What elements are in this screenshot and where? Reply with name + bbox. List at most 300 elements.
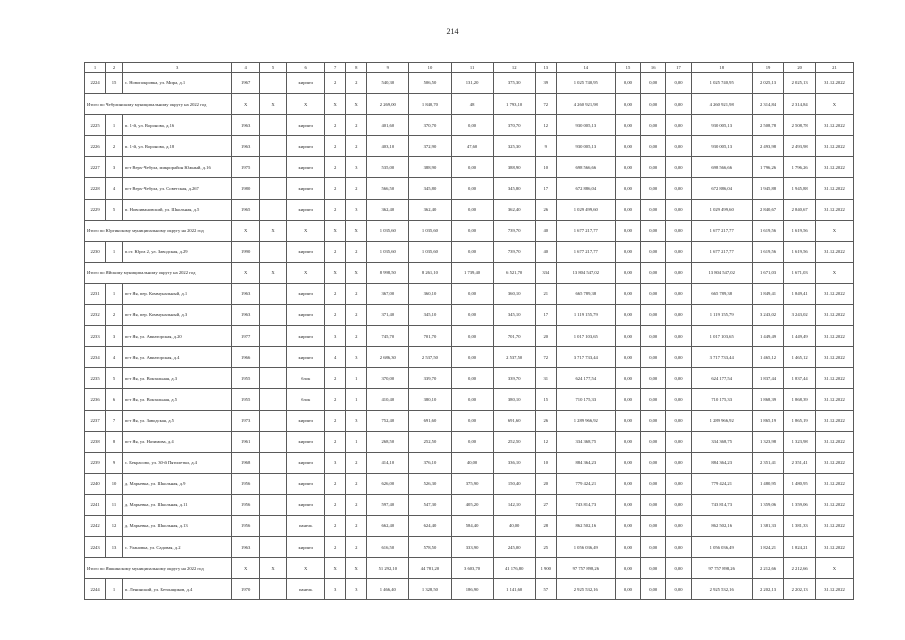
- table-row: [85, 579, 854, 600]
- table-cell: 1 035,60: [409, 220, 451, 241]
- table-cell: 376,10: [409, 452, 451, 473]
- table-cell: 370,70: [493, 115, 535, 136]
- table-cell: 2 925 532,16: [556, 579, 615, 600]
- table-cell: 0,00: [666, 410, 691, 431]
- table-row: [85, 241, 854, 262]
- table-cell: 1 865,19: [784, 410, 816, 431]
- table-cell: 360,10: [409, 283, 451, 304]
- table-cell: 1 824,21: [784, 537, 816, 558]
- table-cell: 9: [106, 452, 123, 473]
- table-cell: 31.12.2022: [815, 115, 853, 136]
- column-number: 2: [106, 63, 123, 73]
- table-cell: 360,10: [493, 283, 535, 304]
- table-cell: 2: [325, 537, 346, 558]
- table-cell: 2236: [85, 389, 106, 410]
- table-cell: X: [232, 262, 259, 283]
- table-cell: 0,00: [641, 199, 666, 220]
- table-cell: 1 671,03: [752, 262, 784, 283]
- table-cell: 2: [346, 136, 367, 157]
- table-cell: 0,00: [666, 178, 691, 199]
- table-cell: 8: [106, 431, 123, 452]
- table-cell: X: [815, 220, 853, 241]
- table-cell: 31.12.2022: [815, 178, 853, 199]
- table-cell: 0,00: [615, 73, 640, 94]
- table-cell: 0,00: [451, 115, 493, 136]
- table-cell: 0,00: [451, 305, 493, 326]
- table-cell: 20: [535, 326, 556, 347]
- table-cell: 1 849,41: [784, 283, 816, 304]
- table-cell: 31.12.2022: [815, 410, 853, 431]
- table-cell: 3 243,02: [752, 305, 784, 326]
- table-cell: 0,00: [615, 305, 640, 326]
- table-cell: панель: [287, 579, 325, 600]
- table-cell: кирпич: [287, 452, 325, 473]
- table-cell: 739,70: [493, 220, 535, 241]
- table-cell: 0,00: [641, 389, 666, 410]
- table-cell: 31.12.2022: [815, 326, 853, 347]
- table-cell: 0,00: [666, 347, 691, 368]
- table-cell: 0,00: [641, 220, 666, 241]
- table-cell: 1965: [232, 199, 259, 220]
- table-cell: 1 868,39: [752, 389, 784, 410]
- table-cell: [259, 579, 286, 600]
- table-cell: [259, 515, 286, 536]
- column-number: 1: [85, 63, 106, 73]
- table-cell: 624,40: [409, 515, 451, 536]
- table-cell: кирпич: [287, 347, 325, 368]
- table-cell: 10: [106, 473, 123, 494]
- table-cell: 0,00: [615, 220, 640, 241]
- table-cell: X: [325, 558, 346, 579]
- table-cell: 0,00: [666, 473, 691, 494]
- table-cell: 2 351,41: [752, 452, 784, 473]
- table-row: [85, 283, 854, 304]
- table-cell: 345,80: [409, 178, 451, 199]
- table-cell: 0,00: [666, 94, 691, 115]
- table-cell: 2: [325, 115, 346, 136]
- table-cell: 2242: [85, 515, 106, 536]
- table-cell: X: [287, 94, 325, 115]
- table-cell: 884 364,23: [691, 452, 752, 473]
- table-cell: 3 243,02: [784, 305, 816, 326]
- table-cell: 380,10: [493, 389, 535, 410]
- table-cell: 1980: [232, 178, 259, 199]
- table-cell: [259, 178, 286, 199]
- table-cell: 31.12.2022: [815, 73, 853, 94]
- table-cell: 8 261,10: [409, 262, 451, 283]
- table-cell: 2235: [85, 368, 106, 389]
- table-cell: 0,00: [641, 115, 666, 136]
- table-cell: 1 671,03: [784, 262, 816, 283]
- table-cell: 1 837,44: [752, 368, 784, 389]
- table-cell: [259, 241, 286, 262]
- table-cell: X: [815, 262, 853, 283]
- table-cell: 701,70: [409, 326, 451, 347]
- table-cell: 15: [106, 73, 123, 94]
- column-number: 3: [122, 63, 232, 73]
- table-cell: 0,00: [641, 73, 666, 94]
- table-cell: 0,00: [615, 473, 640, 494]
- table-cell: 2239: [85, 452, 106, 473]
- table-cell: 20: [535, 473, 556, 494]
- table-cell: 1961: [232, 431, 259, 452]
- table-cell: 540,30: [367, 73, 409, 94]
- address-cell: пгт Яя, пер. Коммунальный, д.3: [122, 305, 232, 326]
- table-cell: 2 508,78: [752, 115, 784, 136]
- table-cell: кирпич: [287, 115, 325, 136]
- table-cell: 2 840,67: [784, 199, 816, 220]
- table-cell: 0,00: [641, 283, 666, 304]
- table-cell: 2: [346, 305, 367, 326]
- table-cell: 779 424,21: [556, 473, 615, 494]
- table-cell: [259, 283, 286, 304]
- table-cell: [259, 136, 286, 157]
- table-cell: 1 619,56: [752, 220, 784, 241]
- table-cell: 380,10: [409, 389, 451, 410]
- table-cell: 0,00: [666, 537, 691, 558]
- table-cell: 21: [535, 283, 556, 304]
- table-cell: 31.12.2022: [815, 494, 853, 515]
- table-cell: 2 493,98: [784, 136, 816, 157]
- table-cell: 0,00: [641, 410, 666, 431]
- table-cell: 3: [346, 199, 367, 220]
- table-cell: 1963: [232, 115, 259, 136]
- table-cell: 2238: [85, 431, 106, 452]
- table-cell: 1 945,88: [752, 178, 784, 199]
- table-cell: 40,00: [493, 515, 535, 536]
- table-row: [85, 452, 854, 473]
- table-cell: 1956: [232, 494, 259, 515]
- table-cell: 616,50: [367, 537, 409, 558]
- table-cell: 1 677 217,77: [556, 241, 615, 262]
- table-cell: 2: [325, 178, 346, 199]
- table-cell: 743 814,73: [556, 494, 615, 515]
- table-cell: 578,50: [409, 537, 451, 558]
- table-cell: 2 314,84: [752, 94, 784, 115]
- column-number: 8: [346, 63, 367, 73]
- table-cell: 0,00: [666, 115, 691, 136]
- table-cell: 334 368,75: [556, 431, 615, 452]
- table-cell: 11: [106, 494, 123, 515]
- table-cell: 0,00: [615, 452, 640, 473]
- table-cell: 710 175,33: [691, 389, 752, 410]
- table-cell: 3: [106, 157, 123, 178]
- table-cell: 2: [325, 136, 346, 157]
- address-cell: пгт Верх-Чебула, микрорайон Южный, д.16: [122, 157, 232, 178]
- table-cell: X: [815, 94, 853, 115]
- table-cell: [259, 410, 286, 431]
- table-cell: 48: [451, 94, 493, 115]
- table-cell: 414,10: [367, 452, 409, 473]
- table-cell: X: [287, 262, 325, 283]
- table-cell: [259, 347, 286, 368]
- table-cell: X: [259, 94, 286, 115]
- table-cell: 345,80: [493, 178, 535, 199]
- table-cell: 1973: [232, 410, 259, 431]
- column-number: 5: [259, 63, 286, 73]
- table-cell: 1966: [232, 347, 259, 368]
- table-cell: [259, 368, 286, 389]
- table-cell: 1 359,06: [784, 494, 816, 515]
- table-cell: 2 269,00: [367, 94, 409, 115]
- table-cell: 325,30: [493, 136, 535, 157]
- table-cell: 752,40: [367, 410, 409, 431]
- table-cell: X: [287, 220, 325, 241]
- table-cell: 0,00: [666, 452, 691, 473]
- table-cell: 1990: [232, 241, 259, 262]
- table-cell: 2: [325, 515, 346, 536]
- address-cell: д. Марьевка, ул. Школьная, д.9: [122, 473, 232, 494]
- table-cell: 2228: [85, 178, 106, 199]
- table-cell: 743 814,73: [691, 494, 752, 515]
- table-cell: X: [346, 262, 367, 283]
- table-cell: 691,60: [409, 410, 451, 431]
- column-number: 10: [409, 63, 451, 73]
- table-cell: 691,60: [493, 410, 535, 431]
- table-cell: 0,00: [615, 431, 640, 452]
- table-cell: 2: [325, 431, 346, 452]
- table-cell: 526,30: [409, 473, 451, 494]
- table-cell: 0,00: [641, 347, 666, 368]
- table-cell: 0,00: [615, 558, 640, 579]
- address-cell: пгт Яя, ул. Авиаторская, д.4: [122, 347, 232, 368]
- table-cell: 0,00: [615, 241, 640, 262]
- table-cell: 2241: [85, 494, 106, 515]
- table-cell: 2: [325, 157, 346, 178]
- table-cell: 31.12.2022: [815, 452, 853, 473]
- table-row: [85, 347, 854, 368]
- address-cell: с. Улановка, ул. Садовая, д.2: [122, 537, 232, 558]
- table-cell: 1 119 155,79: [556, 305, 615, 326]
- table-cell: 1955: [232, 389, 259, 410]
- address-cell: п. Новоивановский, ул. Школьная, д.5: [122, 199, 232, 220]
- table-cell: 710 175,33: [556, 389, 615, 410]
- table-cell: 2 493,98: [752, 136, 784, 157]
- table-cell: 0,00: [451, 368, 493, 389]
- table-cell: 2: [325, 199, 346, 220]
- table-cell: 401,60: [367, 115, 409, 136]
- table-cell: кирпич: [287, 73, 325, 94]
- table-cell: 2 686,30: [367, 347, 409, 368]
- table-cell: 375,30: [493, 73, 535, 94]
- table-cell: 1 035,60: [367, 241, 409, 262]
- table-cell: кирпич: [287, 241, 325, 262]
- table-cell: 535,00: [367, 157, 409, 178]
- table-cell: 1 449,49: [752, 326, 784, 347]
- table-cell: 2231: [85, 283, 106, 304]
- table-cell: 1: [346, 431, 367, 452]
- table-cell: 1963: [232, 136, 259, 157]
- table-cell: 2: [325, 305, 346, 326]
- table-cell: 1 017 103,65: [556, 326, 615, 347]
- table-cell: 1: [106, 579, 123, 600]
- table-cell: 1 465,12: [784, 347, 816, 368]
- column-number: 21: [815, 63, 853, 73]
- table-cell: X: [259, 220, 286, 241]
- table-cell: 1963: [232, 305, 259, 326]
- subtotal-label: Итого по Яшкинскому муниципальному округу на 2022 год: [85, 558, 232, 579]
- table-cell: 1 900: [535, 558, 556, 579]
- table-cell: 410,40: [367, 389, 409, 410]
- table-cell: 2225: [85, 115, 106, 136]
- table-cell: 0,00: [451, 347, 493, 368]
- table-cell: 698 566,66: [691, 157, 752, 178]
- table-cell: 624 177,54: [556, 368, 615, 389]
- table-cell: 1 945,88: [784, 178, 816, 199]
- table-cell: 1 328,50: [409, 579, 451, 600]
- table-cell: 2244: [85, 579, 106, 600]
- table-cell: 0,00: [641, 537, 666, 558]
- table-cell: 0,00: [641, 431, 666, 452]
- table-cell: 0,00: [451, 283, 493, 304]
- table-row: [85, 326, 854, 347]
- table-cell: 1 449,49: [784, 326, 816, 347]
- table-cell: 370,70: [409, 115, 451, 136]
- column-number: 9: [367, 63, 409, 73]
- table-cell: 150,40: [493, 473, 535, 494]
- table-cell: [259, 73, 286, 94]
- table-cell: X: [232, 94, 259, 115]
- table-cell: X: [325, 262, 346, 283]
- table-cell: 97 757 898,26: [691, 558, 752, 579]
- table-cell: 1 677 217,77: [691, 241, 752, 262]
- table-cell: 2229: [85, 199, 106, 220]
- table-cell: X: [346, 220, 367, 241]
- table-cell: 31: [535, 368, 556, 389]
- table-cell: 31.12.2022: [815, 537, 853, 558]
- table-cell: 2: [346, 473, 367, 494]
- table-cell: кирпич: [287, 136, 325, 157]
- table-cell: 1 323,98: [752, 431, 784, 452]
- table-cell: 1: [106, 241, 123, 262]
- table-cell: 597,40: [367, 494, 409, 515]
- table-cell: 1 017 103,65: [691, 326, 752, 347]
- table-cell: 584,40: [451, 515, 493, 536]
- table-cell: 3: [325, 326, 346, 347]
- table-cell: кирпич: [287, 305, 325, 326]
- table-cell: 0,00: [615, 515, 640, 536]
- table-cell: 2 025,13: [784, 73, 816, 94]
- table-cell: 0,00: [666, 579, 691, 600]
- table-row: [85, 73, 854, 94]
- table-cell: 0,00: [641, 326, 666, 347]
- table-cell: 1968: [232, 452, 259, 473]
- table-cell: 13 804 547,02: [691, 262, 752, 283]
- table-cell: 3: [346, 410, 367, 431]
- table-cell: 698 566,66: [556, 157, 615, 178]
- column-number: 14: [556, 63, 615, 73]
- address-cell: пгт Верх-Чебула, ул. Советская, д.267: [122, 178, 232, 199]
- table-cell: [259, 494, 286, 515]
- table-cell: 40: [535, 241, 556, 262]
- table-cell: 3: [346, 157, 367, 178]
- table-cell: 2232: [85, 305, 106, 326]
- table-cell: [259, 389, 286, 410]
- table-cell: 0,00: [641, 579, 666, 600]
- page-number: 214: [446, 27, 459, 36]
- table-cell: 0,00: [666, 199, 691, 220]
- table-cell: 0,00: [641, 515, 666, 536]
- table-cell: 0,00: [615, 389, 640, 410]
- column-number: 18: [691, 63, 752, 73]
- table-cell: 0,00: [641, 494, 666, 515]
- table-cell: 662,40: [367, 515, 409, 536]
- table-row: [85, 410, 854, 431]
- table-cell: 333,90: [451, 537, 493, 558]
- column-number: 19: [752, 63, 784, 73]
- table-cell: 2: [346, 452, 367, 473]
- table-cell: 2 212,66: [752, 558, 784, 579]
- address-cell: п. 1-й, ул. Воронова, д.16: [122, 115, 232, 136]
- table-cell: 2: [325, 73, 346, 94]
- table-cell: 701,70: [493, 326, 535, 347]
- table-cell: 10: [535, 157, 556, 178]
- table-cell: X: [815, 558, 853, 579]
- table-cell: 547,30: [409, 494, 451, 515]
- table-cell: 624 177,54: [691, 368, 752, 389]
- table-cell: 0,00: [666, 73, 691, 94]
- table-cell: 779 424,21: [691, 473, 752, 494]
- table-cell: 2: [346, 494, 367, 515]
- table-cell: 0,00: [666, 326, 691, 347]
- table-cell: 4 260 921,98: [691, 94, 752, 115]
- table-cell: 1 466,40: [367, 579, 409, 600]
- table-cell: 13 804 547,02: [556, 262, 615, 283]
- table-cell: кирпич: [287, 199, 325, 220]
- table-cell: 0,00: [615, 368, 640, 389]
- table-cell: кирпич: [287, 157, 325, 178]
- table-cell: кирпич: [287, 283, 325, 304]
- table-cell: 1 289 966,92: [691, 410, 752, 431]
- table-cell: 388,90: [493, 157, 535, 178]
- table-cell: кирпич: [287, 473, 325, 494]
- table-cell: 1956: [232, 473, 259, 494]
- table-cell: 0,00: [615, 410, 640, 431]
- table-cell: 0,00: [615, 199, 640, 220]
- table-cell: 1963: [232, 537, 259, 558]
- table-cell: кирпич: [287, 178, 325, 199]
- table-cell: 0,00: [451, 389, 493, 410]
- column-number: 4: [232, 63, 259, 73]
- table-cell: 862 502,16: [556, 515, 615, 536]
- table-cell: 0,00: [666, 431, 691, 452]
- table-cell: 3 717 733,44: [691, 347, 752, 368]
- table-cell: 0,00: [615, 136, 640, 157]
- table-cell: 2: [346, 73, 367, 94]
- table-cell: 0,00: [615, 115, 640, 136]
- address-cell: д. Марьевка, ул. Школьная, д.13: [122, 515, 232, 536]
- table-cell: 2: [106, 136, 123, 157]
- address-cell: п.ст. Юрга 2, ул. Заводская, д.29: [122, 241, 232, 262]
- address-cell: пгт Яя, ул. Вокзальная, д.5: [122, 389, 232, 410]
- table-cell: панель: [287, 515, 325, 536]
- table-cell: X: [232, 220, 259, 241]
- table-row: [85, 305, 854, 326]
- table-cell: 1: [106, 283, 123, 304]
- table-cell: 2: [325, 494, 346, 515]
- table-cell: 0,00: [615, 94, 640, 115]
- table-cell: 2237: [85, 410, 106, 431]
- table-cell: 2: [346, 178, 367, 199]
- table-cell: 2 314,84: [784, 94, 816, 115]
- table-cell: 27: [535, 494, 556, 515]
- address-cell: с. Новопокровка, ул. Мира, д.1: [122, 73, 232, 94]
- table-cell: 8 998,50: [367, 262, 409, 283]
- table-cell: 26: [535, 410, 556, 431]
- address-cell: д. Марьевка, ул. Школьная, д.11: [122, 494, 232, 515]
- table-cell: 388,90: [409, 157, 451, 178]
- table-cell: 0,00: [615, 579, 640, 600]
